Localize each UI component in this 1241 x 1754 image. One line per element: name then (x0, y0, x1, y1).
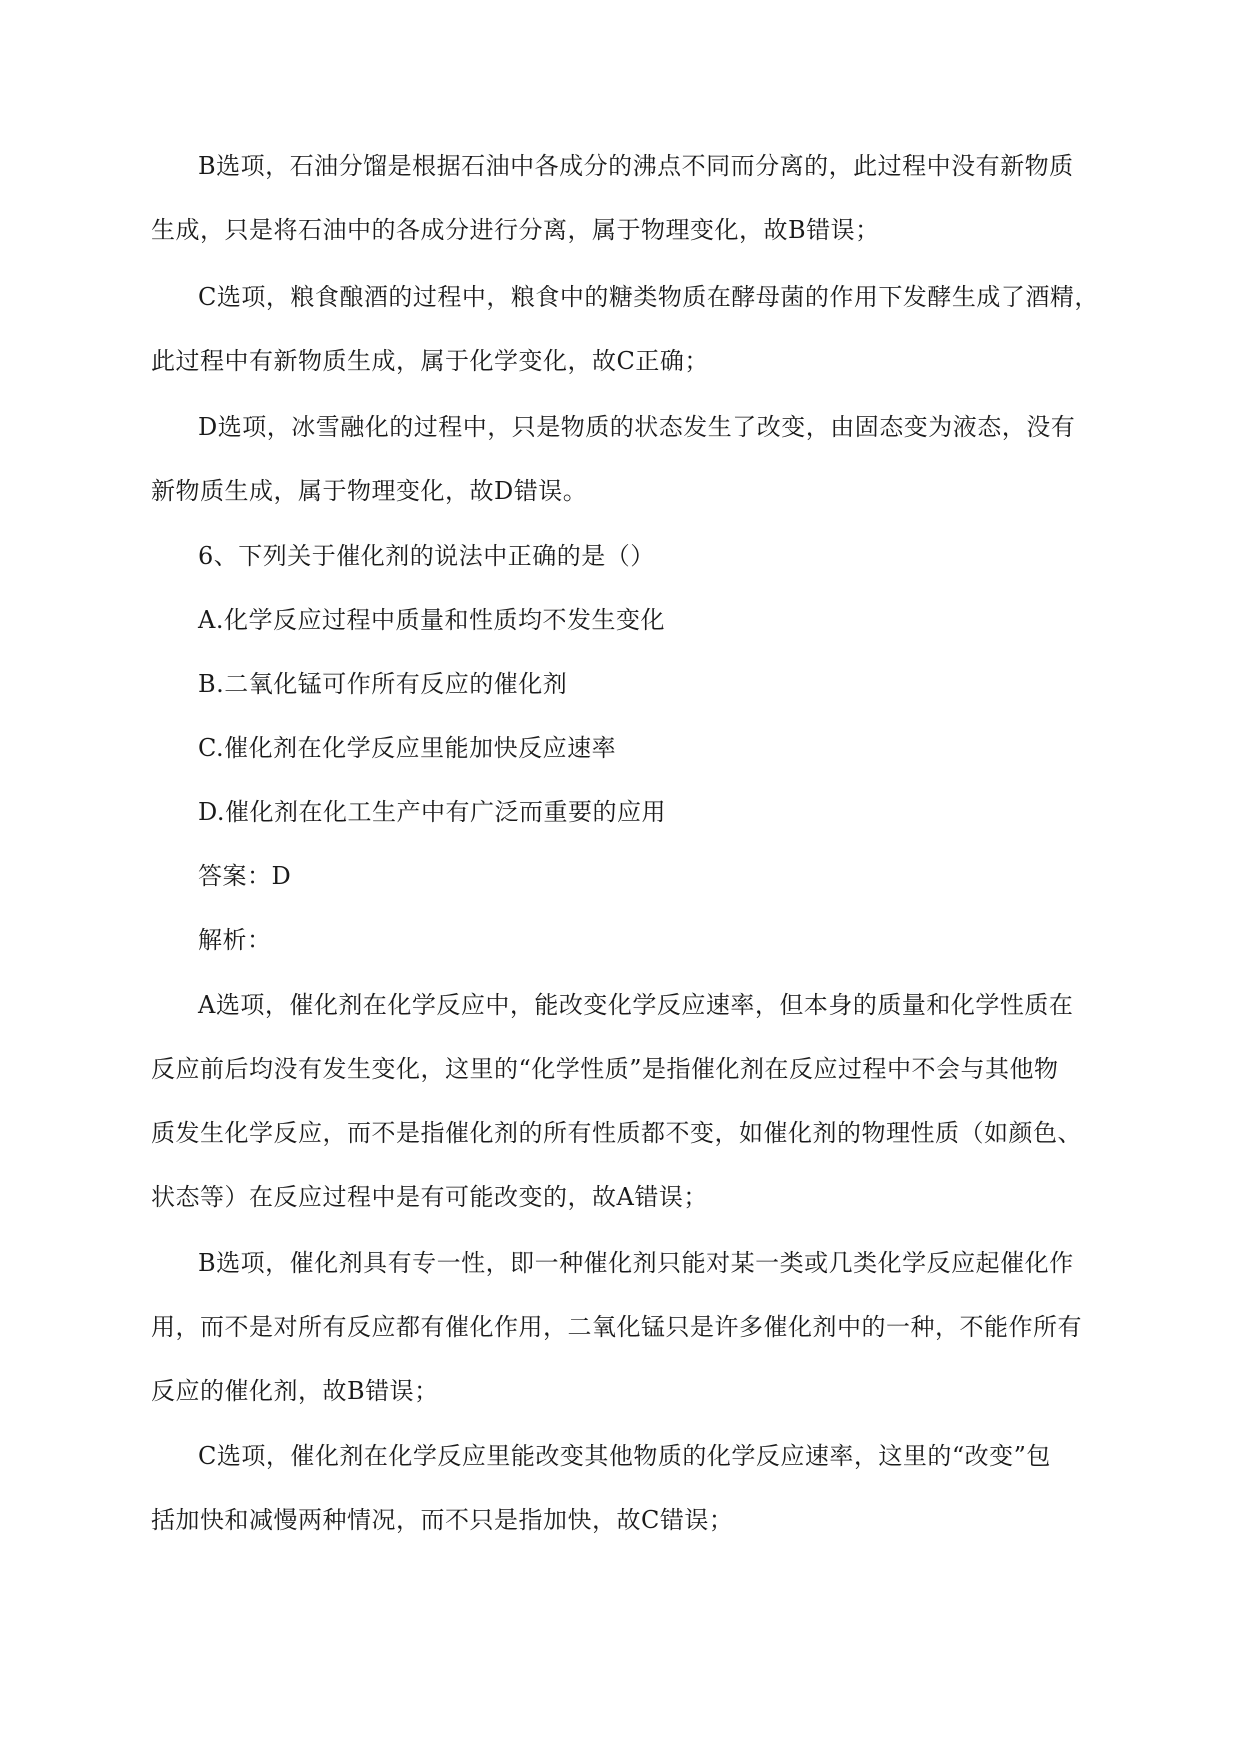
paragraph-line: 新物质生成，属于物理变化，故D错误。 (151, 477, 588, 505)
paragraph-line: 生成，只是将石油中的各成分进行分离，属于物理变化，故B错误； (151, 216, 880, 244)
paragraph-line: 此过程中有新物质生成，属于化学变化，故C正确； (151, 347, 709, 375)
paragraph-line: B选项，催化剂具有专一性，即一种催化剂只能对某一类或几类化学反应起催化作 (198, 1249, 1074, 1277)
paragraph-line: 用，而不是对所有反应都有催化作用，二氧化锰只是许多催化剂中的一种，不能作所有 (151, 1313, 1082, 1341)
paragraph-line: 反应的催化剂，故B错误； (151, 1377, 439, 1405)
paragraph-line: 质发生化学反应，而不是指催化剂的所有性质都不变，如催化剂的物理性质（如颜色、 (151, 1119, 1082, 1147)
question-title: 6、下列关于催化剂的说法中正确的是（） (198, 542, 655, 570)
paragraph-line: C选项，催化剂在化学反应里能改变其他物质的化学反应速率，这里的“改变”包 (198, 1442, 1051, 1470)
paragraph-line: A选项，催化剂在化学反应中，能改变化学反应速率，但本身的质量和化学性质在 (198, 991, 1074, 1019)
paragraph-line: D选项，冰雪融化的过程中，只是物质的状态发生了改变，由固态变为液态，没有 (198, 413, 1076, 441)
answer-line: 答案：D (198, 862, 292, 890)
option-d: D.催化剂在化工生产中有广泛而重要的应用 (198, 798, 667, 826)
paragraph-line: 状态等）在反应过程中是有可能改变的，故A错误； (151, 1183, 708, 1211)
option-c: C.催化剂在化学反应里能加快反应速率 (198, 734, 617, 762)
option-a: A.化学反应过程中质量和性质均不发生变化 (198, 606, 665, 634)
analysis-heading: 解析： (198, 926, 272, 954)
paragraph-line: 括加快和减慢两种情况，而不只是指加快，故C错误； (151, 1506, 734, 1534)
option-b: B.二氧化锰可作所有反应的催化剂 (198, 670, 568, 698)
paragraph-line: C选项，粮食酿酒的过程中，粮食中的糖类物质在酵母菌的作用下发酵生成了酒精， (198, 283, 1099, 311)
paragraph-line: B选项，石油分馏是根据石油中各成分的沸点不同而分离的，此过程中没有新物质 (198, 152, 1074, 180)
paragraph-line: 反应前后均没有发生变化，这里的“化学性质”是指催化剂在反应过程中不会与其他物 (151, 1055, 1059, 1083)
